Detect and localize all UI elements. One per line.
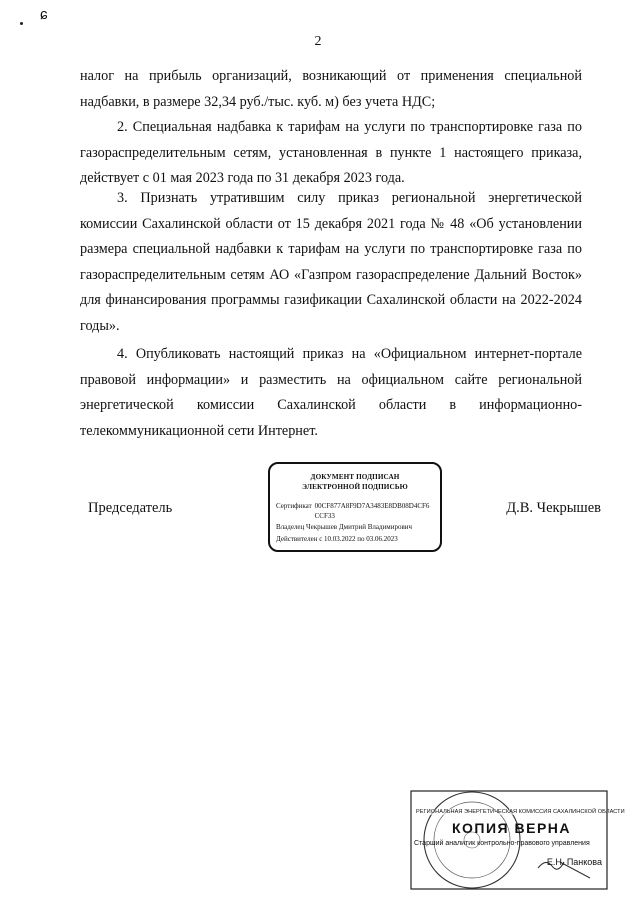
certified-copy-stamp (410, 790, 625, 890)
signer-name: Д.В. Чекрышев (506, 500, 601, 516)
stamp-certificate-value: 00CF877A8F9D7A3483E8DB08D4CF6CCF33 (314, 502, 430, 520)
stamp-heading-line1: ДОКУМЕНТ ПОДПИСАН (310, 473, 400, 481)
signer-position: Председатель (88, 500, 173, 516)
copy-stamp-organization: РЕГИОНАЛЬНАЯ ЭНЕРГЕТИЧЕСКАЯ КОМИССИЯ САХАЛИНСКОЙ ОБЛАСТИ (416, 809, 625, 815)
copy-stamp-name: Е.Н. Панкова (546, 857, 602, 867)
stamp-certificate-row (276, 502, 434, 521)
page-number: 2 (314, 34, 322, 49)
paragraph-item-2: 2. Специальная надбавка к тарифам на услуги по транспортировке газа по газораспределительным сетям, установленная в пункте 1 настоящего приказа, действует с 01 мая 2023 года по 31 декабря 2023 года. (80, 119, 582, 187)
scan-dot (20, 22, 23, 25)
paragraph-continuation: налог на прибыль организаций, возникающий от применения специальной надбавки, в размере 32,34 руб./тыс. куб. м) без учета НДС; (80, 68, 582, 110)
stamp-owner-value: Чекрышев Дмитрий Владимирович (306, 523, 413, 531)
stamp-owner-row (276, 523, 434, 533)
stamp-validity: Действителен с 10.03.2022 по 03.06.2023 (276, 534, 398, 543)
copy-stamp-position: Старший аналитик контрольно-правового управления (414, 840, 590, 847)
electronic-signature-stamp (268, 462, 442, 552)
paragraph-item-4: 4. Опубликовать настоящий приказ на «Официальном интернет-портале правовой информации» и разместить на официальном сайте региональной энергетической комиссии Сахалинской области в информационно-телекоммуникационной сети Интернет. (80, 346, 582, 439)
copy-stamp-title: КОПИЯ ВЕРНА (452, 820, 572, 836)
stamp-owner-label: Владелец (276, 523, 305, 531)
handwritten-mark-icon: ɕ (40, 6, 48, 23)
stamp-certificate-label: Сертификат (276, 502, 312, 510)
stamp-heading-line2: ЭЛЕКТРОННОЙ ПОДПИСЬЮ (302, 482, 408, 491)
paragraph-item-3: 3. Признать утратившим силу приказ региональной энергетической комиссии Сахалинской области от 15 декабря 2021 года № 48 «Об установлении размера специальной надбавки к тарифам на услуги по транспортировке газа по газораспределительным сетям АО «Газпром газораспределение Дальний Восток» для финансирования программы газификации Сахалинской области на 2022-2024 годы». (80, 190, 582, 334)
